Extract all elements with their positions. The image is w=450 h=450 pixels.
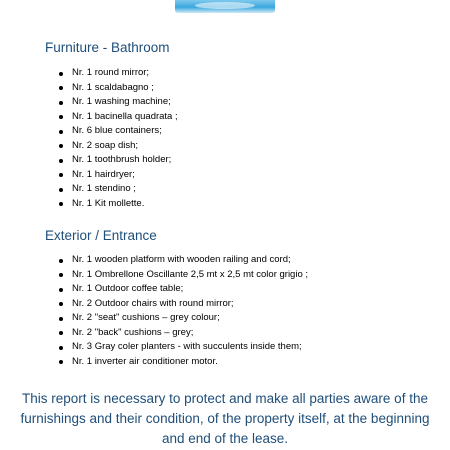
list-item: Nr. 1 hairdryer; (46, 168, 178, 183)
list-item: Nr. 2 "seat" cushions – grey colour; (46, 311, 308, 326)
list-item: Nr. 1 scaldabagno ; (46, 81, 178, 96)
logo-swoosh-icon (195, 2, 255, 9)
closing-statement: This report is necessary to protect and make all parties aware of the furnishings and their condition, of the property itself, at the beginning and end of the lease. (20, 391, 430, 446)
list-item: Nr. 1 washing machine; (46, 95, 178, 110)
list-item: Nr. 2 soap dish; (46, 139, 178, 154)
list-item: Nr. 1 Kit mollette. (46, 197, 178, 212)
list-item: Nr. 1 bacinella quadrata ; (46, 110, 178, 125)
list-item: Nr. 1 round mirror; (46, 66, 178, 81)
list-item: Nr. 1 inverter air conditioner motor. (46, 355, 308, 370)
list-item: Nr. 3 Gray coler planters - with succulents inside them; (46, 340, 308, 355)
section-title-exterior: Exterior / Entrance (45, 228, 157, 243)
list-item: Nr. 1 Outdoor coffee table; (46, 282, 308, 297)
bathroom-item-list (46, 66, 178, 211)
list-item: Nr. 1 wooden platform with wooden railing and cord; (46, 253, 308, 268)
list-item: Nr. 2 Outdoor chairs with round mirror; (46, 297, 308, 312)
company-logo (175, 0, 275, 13)
list-item: Nr. 6 blue containers; (46, 124, 178, 139)
list-item: Nr. 1 Ombrellone Oscillante 2,5 mt x 2,5 mt color grigio ; (46, 268, 308, 283)
section-title-bathroom: Furniture - Bathroom (45, 40, 170, 55)
list-item: Nr. 1 toothbrush holder; (46, 153, 178, 168)
exterior-item-list (46, 253, 308, 369)
list-item: Nr. 1 stendino ; (46, 182, 178, 197)
list-item: Nr. 2 "back" cushions – grey; (46, 326, 308, 341)
